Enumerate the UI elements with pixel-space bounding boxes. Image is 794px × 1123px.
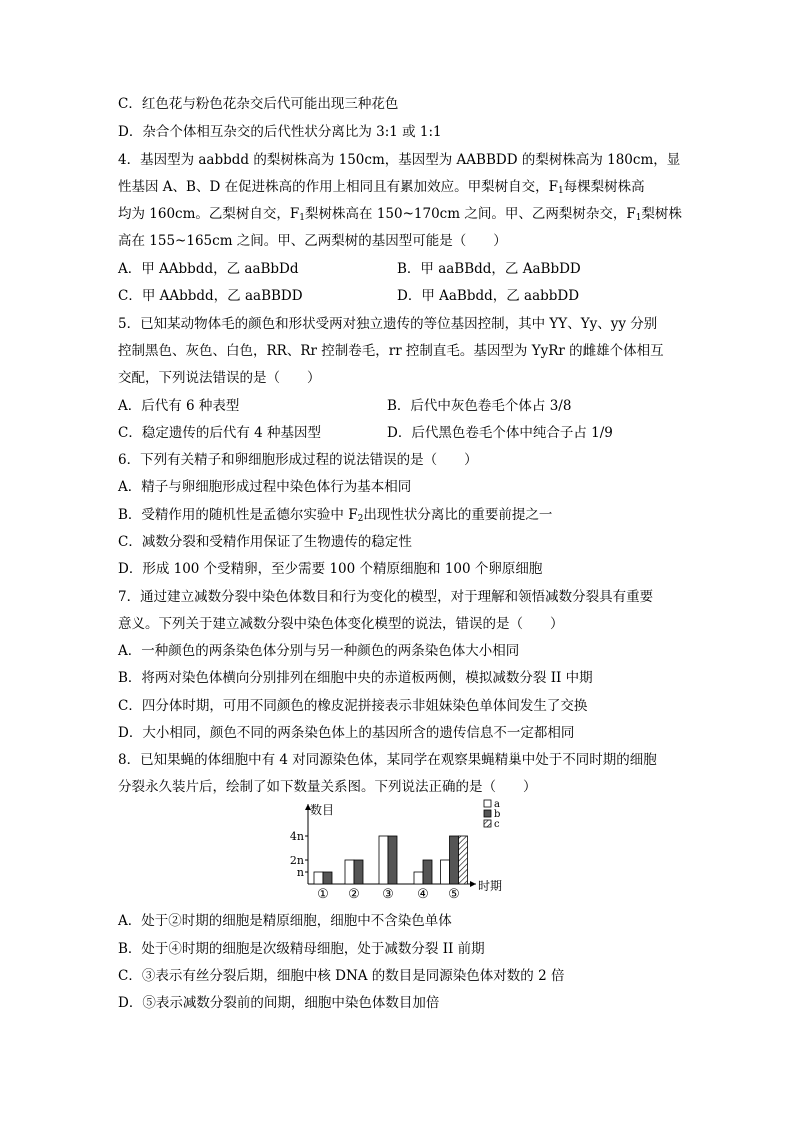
y-tick-label: 4n [289, 830, 304, 843]
q6-option-d: D．形成 100 个受精卵，至少需要 100 个精原细胞和 100 个卵原细胞 [118, 561, 543, 577]
x-axis-arrow [470, 881, 476, 887]
q8-stem-2: 分裂永久装片后，绘制了如下数量关系图。下列说法正确的是（ ） [118, 779, 537, 795]
bar-a [379, 836, 388, 884]
x-tick-label: ③ [382, 887, 394, 902]
q6-option-c: C．减数分裂和受精作用保证了生物遗传的稳定性 [118, 534, 412, 550]
q7-stem-1: 7．通过建立减数分裂中染色体数目和行为变化的模型，对于理解和领悟减数分裂具有重要 [118, 589, 654, 605]
q6-option-b: B．受精作用的随机性是孟德尔实验中 $F_2$出现性状分离比的重要前提之一 [118, 507, 553, 524]
q7-option-b: B．将两对染色体横向分别排列在细胞中央的赤道板两侧，模拟减数分裂 II 中期 [118, 670, 593, 686]
x-axis-label: 时期 [478, 879, 503, 893]
legend-label-c: c [494, 819, 500, 830]
bar-chart [280, 796, 520, 904]
y-tick-label: 2n [289, 854, 304, 867]
q8-option-c: C．③表示有丝分裂后期，细胞中核 DNA 的数目是同源染色体对数的 2 倍 [118, 968, 565, 984]
q4-option-c: C．甲 AAbbdd，乙 aaBBDD [118, 288, 303, 304]
legend-label-b: b [494, 809, 501, 820]
q7-option-a: A．一种颜色的两条染色体分别与另一种颜色的两条染色体大小相同 [118, 643, 520, 659]
legend-swatch-b [484, 810, 491, 817]
q8-option-d: D．⑤表示减数分裂前的间期，细胞中染色体数目加倍 [118, 995, 440, 1011]
bar-b [450, 836, 459, 884]
x-tick-label: ① [317, 887, 329, 902]
bar-c [459, 836, 468, 884]
q4-option-d: D．甲 AaBbdd，乙 aabbDD [397, 288, 580, 304]
q4-stem-3: 均为 160cm。乙梨树自交，$F_1$梨树株高在 150~170cm 之间。甲、乙两梨树杂交，$F_1$梨树株 [118, 206, 682, 223]
x-tick-label: ④ [417, 887, 429, 902]
x-tick-label: ② [348, 887, 360, 902]
q5-option-d: D．后代黑色卷毛个体中纯合子占 1/9 [387, 425, 613, 441]
q8-option-a: A．处于②时期的细胞是精原细胞，细胞中不含染色单体 [118, 913, 452, 929]
q4-stem-2: 性基因 A、B、D 在促进株高的作用上相同且有累加效应。甲梨树自交，$F_1$每棵梨树株高 [118, 179, 645, 196]
q6-stem: 6．下列有关精子和卵细胞形成过程的说法错误的是（ ） [118, 452, 478, 468]
q6-option-a: A．精子与卵细胞形成过程中染色体行为基本相同 [118, 479, 412, 495]
y-tick-label: n [296, 866, 304, 879]
legend-swatch-a [484, 800, 491, 807]
q7-stem-2: 意义。下列关于建立减数分裂中染色体变化模型的说法，错误的是（ ） [118, 616, 564, 632]
legend-swatch-c [484, 820, 491, 827]
bar-b [388, 836, 397, 884]
y-axis-label: 数目 [310, 803, 335, 817]
q8-option-b: B．处于④时期的细胞是次级精母细胞，处于减数分裂 II 前期 [118, 941, 485, 957]
q7-option-c: C．四分体时期，可用不同颜色的橡皮泥拼接表示非姐妹染色单体间发生了交换 [118, 698, 588, 714]
q5-option-b: B．后代中灰色卷毛个体占 3/8 [387, 398, 572, 414]
legend-label-a: a [494, 799, 500, 810]
bar-a [441, 860, 450, 884]
q4-stem-1: 4．基因型为 aabbdd 的梨树株高为 150cm，基因型为 AABBDD 的梨树株高为 180cm，显 [118, 152, 681, 168]
x-tick-label: ⑤ [448, 887, 460, 902]
bar-a [314, 872, 323, 884]
q3-option-c: C．红色花与粉色花杂交后代可能出现三种花色 [118, 96, 399, 112]
q5-stem-3: 交配，下列说法错误的是（ ） [118, 370, 321, 386]
bar-b [354, 860, 363, 884]
q4-stem-4: 高在 155~165cm 之间。甲、乙两梨树的基因型可能是（ ） [118, 233, 507, 249]
q4-option-b: B．甲 aaBBdd，乙 AaBbDD [397, 261, 581, 277]
bar-a [345, 860, 354, 884]
bar-b [423, 860, 432, 884]
q8-stem-1: 8．已知果蝇的体细胞中有 4 对同源染色体，某同学在观察果蝇精巢中处于不同时期的细胞 [118, 752, 657, 768]
q5-stem-2: 控制黑色、灰色、白色，RR、Rr 控制卷毛，rr 控制直毛。基因型为 YyRr 的雌雄个体相互 [118, 343, 664, 359]
q5-option-a: A．后代有 6 种表型 [118, 398, 240, 414]
bar-a [414, 872, 423, 884]
q3-option-d: D．杂合个体相互杂交的后代性状分离比为 3:1 或 1:1 [118, 124, 442, 140]
q5-stem-1: 5．已知某动物体毛的颜色和形状受两对独立遗传的等位基因控制，其中 YY、Yy、yy 分别 [118, 316, 658, 332]
q7-option-d: D．大小相同，颜色不同的两条染色体上的基因所含的遗传信息不一定都相同 [118, 725, 575, 741]
bar-b [323, 872, 332, 884]
q4-option-a: A．甲 AAbbdd，乙 aaBbDd [118, 261, 299, 277]
q5-option-c: C．稳定遗传的后代有 4 种基因型 [118, 425, 322, 441]
